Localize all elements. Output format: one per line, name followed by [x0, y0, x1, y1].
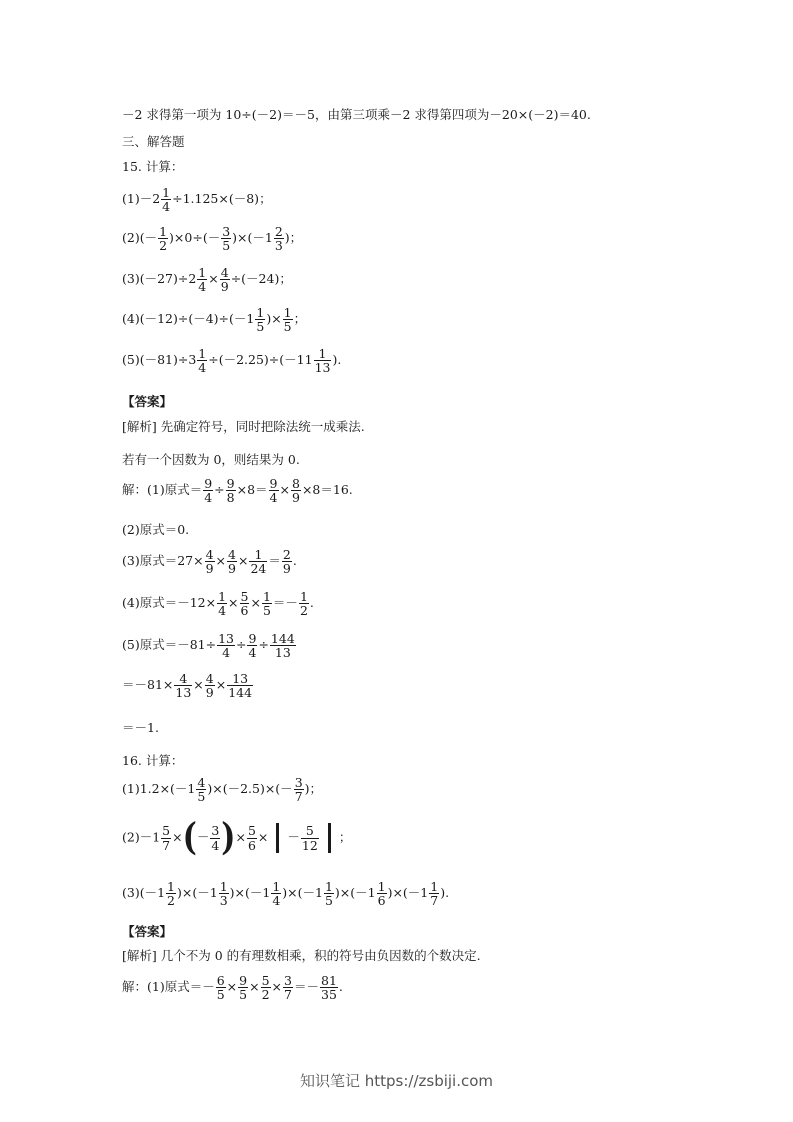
text: (2)－1: [122, 829, 161, 845]
fraction: $\frac{13}{4}$: [218, 631, 234, 661]
q15-problem-2: [122, 225, 302, 252]
fraction: $\frac{1}{24}$: [250, 547, 267, 577]
fraction: $\frac{2}{9}$: [282, 547, 291, 577]
text: ×8＝: [236, 482, 268, 498]
footer-watermark: 知识笔记 https://zsbiji.com: [299, 1072, 494, 1090]
text: )×(－1: [282, 885, 323, 901]
text: ÷: [258, 637, 269, 653]
fraction: $\frac{9}{4}$: [204, 476, 213, 506]
text: ×: [215, 553, 227, 569]
text: )；: [284, 230, 303, 246]
section-title: 三、解答题: [122, 134, 185, 149]
q15-solution-5a: [122, 632, 297, 659]
text: ；: [338, 829, 352, 845]
text: )×(－2.5)×(－: [207, 781, 293, 797]
text: (2)(－: [122, 230, 158, 246]
q16-problem-3: [122, 880, 449, 907]
left-bracket: (: [182, 815, 197, 860]
text: ÷(－2.25)÷(－11: [208, 352, 313, 368]
fraction: $\frac{4}{13}$: [175, 671, 192, 701]
text: ×: [228, 595, 239, 611]
text: ×: [249, 979, 260, 995]
q15-problem-3: [122, 266, 292, 293]
fraction: $\frac{144}{13}$: [270, 631, 295, 661]
q16-analysis: [解析] 几个不为 0 的有理数相乘，积的符号由负因数的个数决定.: [122, 948, 481, 963]
text: (4)(－12)÷(－4)÷(－1: [122, 311, 255, 327]
fraction: $\frac{1}{2}$: [159, 224, 168, 254]
text: ×: [237, 553, 249, 569]
fraction: $\frac{13}{144}$: [228, 671, 253, 701]
text: 解：(1)原式＝－: [122, 979, 215, 995]
fraction: $\frac{1}{5}$: [256, 305, 265, 335]
fraction: $\frac{1}{6}$: [377, 879, 386, 909]
question-16-title: 16. 计算：: [122, 753, 184, 768]
q15-solution-2: (2)原式＝0.: [122, 522, 190, 537]
fraction: $\frac{4}{9}$: [228, 547, 236, 577]
text: (3)(－1: [122, 885, 166, 901]
text: ×: [235, 829, 246, 845]
fraction: $\frac{1}{2}$: [167, 879, 175, 909]
fraction: $\frac{1}{4}$: [218, 589, 227, 619]
text: ÷: [214, 482, 225, 498]
fraction: $\frac{3}{7}$: [294, 775, 303, 805]
fraction: $\frac{8}{9}$: [291, 476, 300, 506]
q15-answer-label: 【答案】: [122, 394, 173, 409]
text: )×: [266, 311, 282, 327]
q15-analysis-2: 若有一个因数为 0，则结果为 0.: [122, 452, 300, 467]
text: －: [196, 829, 210, 845]
text: (1)1.2×(－1: [122, 781, 196, 797]
text: ＝－: [293, 979, 319, 995]
text: (4)原式＝－12×: [122, 595, 217, 611]
abs-bar-left: [276, 823, 279, 853]
text: )×(－1: [387, 885, 429, 901]
text: (3)(－27)÷2: [122, 271, 197, 287]
text: (1)－2: [122, 191, 161, 207]
text: ＝－81×: [122, 677, 174, 693]
fraction: $\frac{9}{4}$: [248, 631, 257, 661]
fraction: $\frac{3}{7}$: [284, 973, 292, 1003]
text: )×(－1: [232, 230, 273, 246]
fraction: $\frac{2}{3}$: [274, 224, 283, 254]
fraction: $\frac{9}{4}$: [269, 476, 278, 506]
q16-solution-1: [122, 974, 343, 1001]
text: －: [287, 829, 300, 845]
text: ×: [271, 979, 283, 995]
q15-problem-5: [122, 347, 341, 374]
text: ×: [172, 829, 183, 845]
q16-answer-label: 【答案】: [122, 924, 173, 939]
text: ÷(－24)；: [230, 271, 292, 287]
text: ).: [440, 885, 450, 901]
text: ×: [215, 677, 227, 693]
fraction: $\frac{9}{8}$: [226, 476, 235, 506]
text: ÷: [236, 637, 247, 653]
text: ×: [279, 482, 290, 498]
fraction: $\frac{5}{12}$: [301, 823, 318, 853]
fraction: $\frac{5}{7}$: [162, 823, 171, 853]
fraction: $\frac{1}{4}$: [198, 265, 207, 295]
text: ×: [193, 677, 204, 693]
fraction: $\frac{81}{35}$: [321, 973, 337, 1003]
intro-line: －2 求得第一项为 10÷(－2)＝－5，由第三项乘－2 求得第四项为－20×(－2)＝40.: [122, 107, 591, 122]
fraction: $\frac{5}{2}$: [261, 973, 270, 1003]
q15-solution-5b: [122, 672, 254, 699]
question-15-title: 15. 计算：: [122, 159, 184, 174]
text: ÷1.125×(－8)；: [172, 191, 272, 207]
q15-solution-3: [122, 548, 297, 575]
q15-solution-5c: ＝－1.: [122, 720, 159, 735]
text: (5)原式＝－81÷: [122, 637, 217, 653]
fraction: $\frac{6}{5}$: [216, 973, 225, 1003]
text: 解：(1)原式＝: [122, 482, 203, 498]
text: )；: [304, 781, 323, 797]
text: ×: [226, 979, 238, 995]
fraction: $\frac{1}{3}$: [219, 879, 228, 909]
fraction: $\frac{1}{5}$: [283, 305, 292, 335]
text: ×: [257, 829, 269, 845]
fraction: $\frac{4}{5}$: [197, 775, 206, 805]
text: ×: [208, 271, 219, 287]
text: .: [338, 979, 343, 995]
text: ).: [332, 352, 342, 368]
fraction: $\frac{1}{5}$: [262, 589, 271, 619]
text: ＝: [268, 553, 281, 569]
text: )×(－1: [229, 885, 271, 901]
fraction: $\frac{1}{4}$: [272, 879, 281, 909]
text: .: [292, 553, 297, 569]
fraction: $\frac{5}{6}$: [240, 589, 249, 619]
q16-problem-2: [122, 815, 352, 860]
fraction: $\frac{1}{7}$: [430, 879, 439, 909]
fraction: $\frac{1}{4}$: [162, 185, 171, 215]
text: )×(－1: [334, 885, 376, 901]
fraction: $\frac{1}{13}$: [314, 346, 331, 376]
text: ＝－: [272, 595, 298, 611]
text: ；: [293, 311, 307, 327]
q15-analysis: [解析] 先确定符号，同时把除法统一成乘法.: [122, 419, 365, 434]
text: )×(－1: [177, 885, 218, 901]
fraction: $\frac{5}{6}$: [247, 823, 256, 853]
fraction: $\frac{4}{9}$: [205, 547, 214, 577]
fraction: $\frac{4}{9}$: [205, 671, 214, 701]
q15-problem-1: [122, 186, 272, 213]
q15-solution-4: [122, 590, 314, 617]
fraction: $\frac{3}{5}$: [222, 224, 231, 254]
q15-solution-1: [122, 477, 353, 504]
fraction: $\frac{1}{2}$: [299, 589, 308, 619]
text: (5)(－81)÷3: [122, 352, 197, 368]
fraction: $\frac{4}{9}$: [220, 265, 229, 295]
text: ×: [250, 595, 261, 611]
fraction: $\frac{3}{4}$: [211, 823, 220, 853]
q16-problem-1: [122, 776, 322, 803]
fraction: $\frac{9}{5}$: [239, 973, 248, 1003]
text: (3)原式＝27×: [122, 553, 204, 569]
fraction: $\frac{1}{5}$: [324, 879, 333, 909]
abs-bar-right: [328, 823, 331, 853]
text: .: [309, 595, 314, 611]
q15-problem-4: [122, 306, 306, 333]
fraction: $\frac{1}{4}$: [198, 346, 207, 376]
text: )×0÷(－: [169, 230, 221, 246]
text: ×8＝16.: [301, 482, 353, 498]
right-bracket: ): [221, 815, 236, 860]
